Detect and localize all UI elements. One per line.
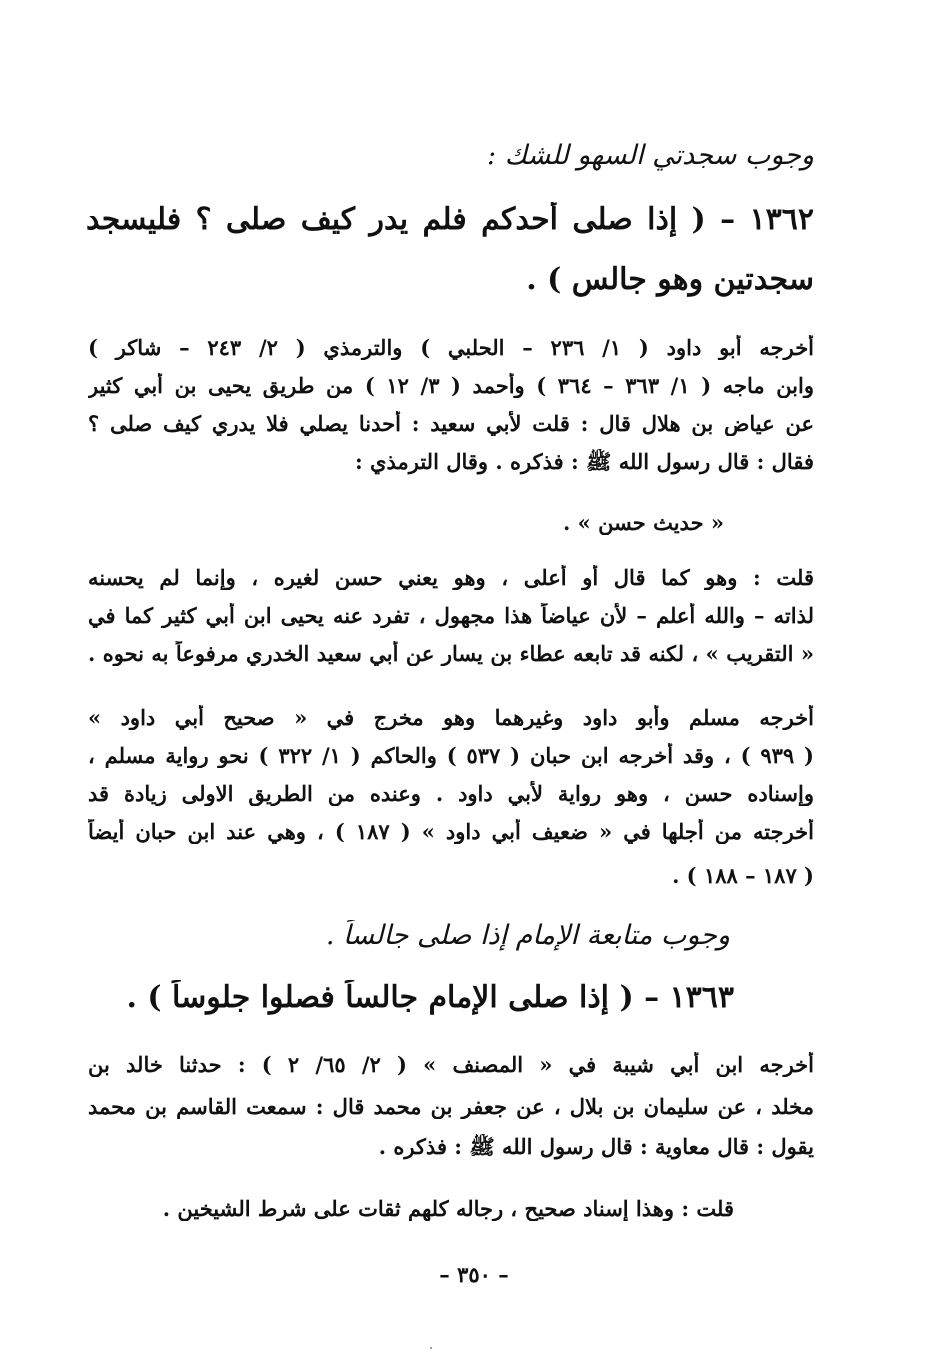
page-number: – ٣٥٠ –	[439, 1262, 509, 1287]
comment-1363: قلت : وهذا إسناد صحيح ، رجاله كلهم ثقات على شرط الشيخين .	[162, 1196, 734, 1221]
takhrij-1363-line-3: يقول : قال معاوية : قال رسول الله ﷺ : فذكره .	[378, 1134, 814, 1159]
takhrij-1363-line-1: أخرجه ابن أبي شيبة في « المصنف » ( ٢/ ٦٥/ ٢ ) : حدثنا خالد بن	[88, 1052, 814, 1077]
additional-line-5: ( ١٨٧ – ١٨٨ ) .	[672, 863, 814, 888]
comment-1362-line-1: قلت : وهو كما قال أو أعلى ، وهو يعني حسن لغيره ، وإنما لم يحسنه	[88, 565, 814, 590]
comment-1362-line-3: « التقريب » ، لكنه قد تابعه عطاء بن يسار عن أبي سعيد الخدري مرفوعاً به نحوه .	[88, 641, 814, 666]
additional-line-2: ( ٩٣٩ ) ، وقد أخرجه ابن حبان ( ٥٣٧ ) والحاكم ( ١/ ٣٢٢ ) نحو رواية مسلم ،	[88, 743, 814, 768]
takhrij-1362-line-3: عن عياض بن هلال قال : قلت لأبي سعيد : أحدنا يصلي فلا يدري كيف صلى ؟	[88, 411, 814, 436]
takhrij-1362-line-2: وابن ماجه ( ١/ ٣٦٣ – ٣٦٤ ) وأحمد ( ٣/ ١٢ ) من طريق يحيى بن أبي كثير	[88, 373, 814, 398]
hadith-1362-line-2: سجدتين وهو جالس ) .	[526, 262, 814, 297]
scan-speck	[430, 1347, 432, 1349]
additional-line-4: أخرجته من أجلها في « ضعيف أبي داود » ( ١٨٧ ) ، وهي عند ابن حبان أيضاً	[88, 819, 814, 844]
takhrij-1363-line-2: مخلد ، عن سليمان بن بلال ، عن جعفر بن محمد قال : سمعت القاسم بن محمد	[88, 1094, 814, 1119]
takhrij-1362-line-4: فقال : قال رسول الله ﷺ : فذكره . وقال الترمذي :	[354, 449, 814, 474]
section-heading-sahw: وجوب سجدتي السهو للشك :	[487, 140, 814, 171]
additional-line-1: أخرجه مسلم وأبو داود وغيرهما وهو مخرج في « صحيح أبي داود »	[88, 705, 814, 730]
hadith-1363: ١٣٦٣ – ( إذا صلى الإمام جالساً فصلوا جلوساً ) .	[126, 980, 734, 1015]
section-heading-imam: وجوب متابعة الإمام إذا صلى جالساً .	[325, 920, 730, 951]
takhrij-1362-line-1: أخرجه أبو داود ( ١/ ٢٣٦ – الحلبي ) والترمذي ( ٢/ ٢٤٣ – شاكر )	[88, 335, 814, 360]
comment-1362-line-2: لذاته – والله أعلم – لأن عياضاً هذا مجهول ، تفرد عنه يحيى ابن أبي كثير كما في	[88, 603, 814, 628]
hadith-1362-line-1: ١٣٦٢ – ( إذا صلى أحدكم فلم يدر كيف صلى ؟ فليسجد	[86, 202, 814, 237]
tirmidhi-quote: « حديث حسن » .	[563, 510, 724, 535]
additional-line-3: وإسناده حسن ، وهو رواية لأبي داود . وعنده من الطريق الاولى زيادة قد	[88, 781, 814, 806]
